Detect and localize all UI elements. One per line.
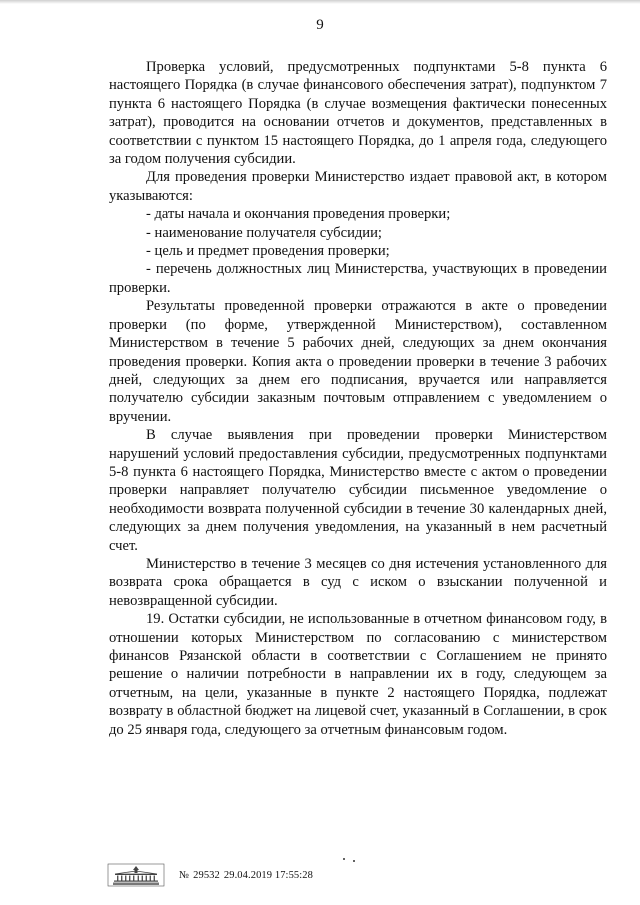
footer [107,862,313,888]
document-number: 29532 [193,869,220,881]
paragraph-verification-conditions: Проверка условий, предусмотренных подпунктами 5-8 пункта 6 настоящего Порядка (в случае финансового обеспечения затрат), подпунктом 7 пункта 6 настоящего Порядка (в случае возмещения фактически понесенных затрат), проводится на основании отчетов и документов, представленных в соответствии с пунктом 15 настоящего Порядка, до 1 апреля года, следующего за годом получения субсидии. [109,59,607,168]
scan-speck [353,860,355,862]
scan-edge-shadow [0,0,640,4]
list-item-officials: - перечень должностных лиц Министерства, участвующих в проведении проверки. [109,261,607,296]
paragraph-legal-act: Для проведения проверки Министерство издает правовой акт, в котором указываются: [109,169,607,204]
page-number: 9 [316,17,324,33]
paragraph-violations: В случае выявления при проведении проверки Министерством нарушений условий предоставления субсидии, предусмотренных подпунктами 5-8 пункта 6 настоящего Порядка, Министерство вместе с актом о проведении проверки направляет получателю субсидии письменное уведомление о необходимости возврата полученной субсидии в течение 30 календарных дней, следующих за днем получения уведомления, на указанный в нем расчетный счет. [109,427,607,554]
document-timestamp: 29.04.2019 17:55:28 [223,869,313,881]
list-item-dates: - даты начала и окончания проведения проверки; [146,206,451,223]
number-sign: № [179,869,190,881]
list-item-purpose: - цель и предмет проведения проверки; [146,243,390,260]
list-item-recipient-name: - наименование получателя субсидии; [146,224,382,241]
paragraph-19-remaining-funds: 19. Остатки субсидии, не использованные в отчетном финансовом году, в отношении которых Министерством по согласованию с министерством финансов Рязанской области в соответствии с Соглашением не принято решение о наличии потребности в направлении их в году, следующем за отчетным, на цели, указанные в пункте 2 настоящего Порядка, подлежат возврату в областной бюджет на лицевой счет, указанный в Соглашении, в срок до 25 января года, следующего за отчетным финансовым годом. [109,611,607,738]
document-registration-info [179,870,313,881]
scan-speck [343,858,345,860]
paragraph-court-claim: Министерство в течение 3 месяцев со дня истечения установленного для возврата срока обращается в суд с иском о взыскании полученной и невозвращенной субсидии. [109,555,607,609]
government-building-stamp-icon [107,863,165,887]
document-body [109,58,607,739]
paragraph-results-act: Результаты проведенной проверки отражаются в акте о проведении проверки (по форме, утвержденной Министерством), составленном Министерством в течение 5 рабочих дней, следующих за днем окончания проведения проверки. Копия акта о проведении проверки в течение 3 рабочих дней, следующих за днем его подписания, вручается или направляется получателю субсидии заказным почтовым отправлением с уведомлением о вручении. [109,298,607,425]
